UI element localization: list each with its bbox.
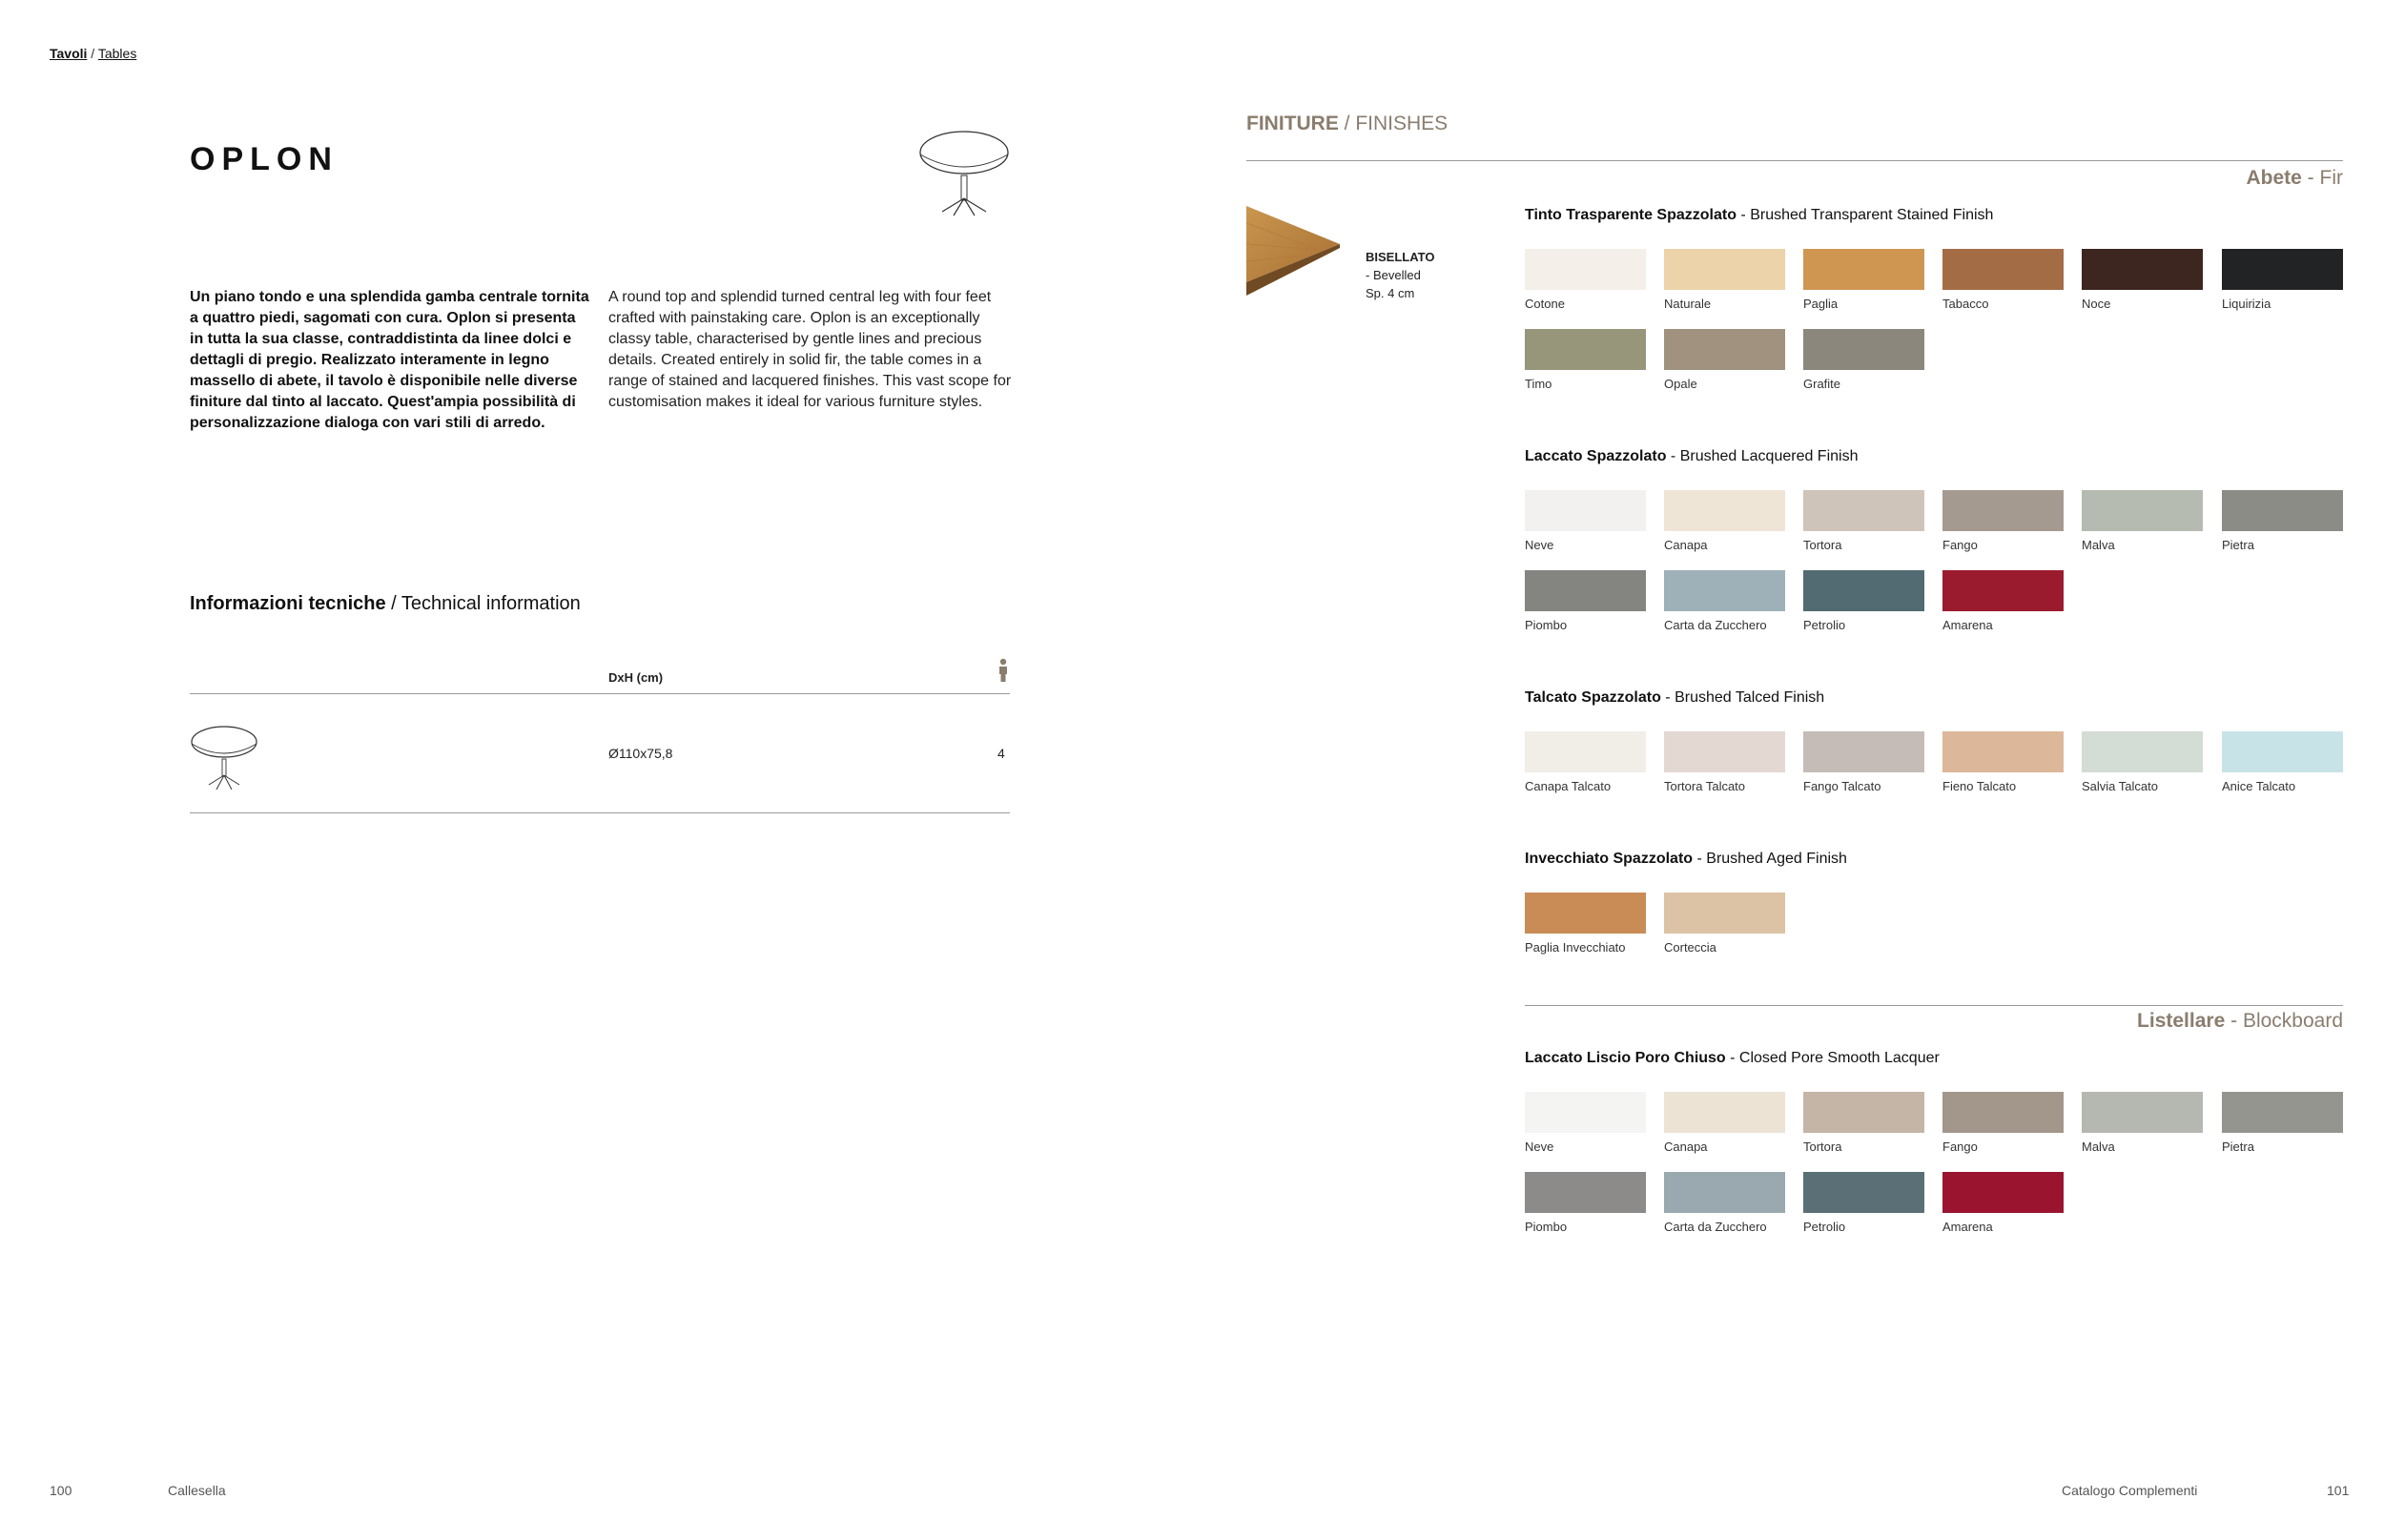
finish-swatch-label: Paglia Invecchiato bbox=[1525, 940, 1626, 955]
finishes-title bbox=[1246, 113, 1448, 135]
finish-swatch bbox=[1664, 329, 1785, 370]
finish-swatch bbox=[1664, 731, 1785, 772]
finishes-divider bbox=[1246, 160, 2343, 161]
finish-swatch bbox=[1525, 731, 1646, 772]
finish-group-title-it: Laccato Liscio Poro Chiuso bbox=[1525, 1050, 1726, 1066]
bevelled-edge-sample-image bbox=[1246, 206, 1342, 298]
finish-swatch-label: Naturale bbox=[1664, 297, 1712, 311]
finish-group-title bbox=[1525, 448, 1858, 465]
description-italian: Un piano tondo e una splendida gamba centrale tornita a quattro piedi, sagomati con cura. Oplon si presenta in tutta la sua classe, contraddistinta da linee dolci e dettagli di pregio. Realizzato interamente in legno massello di abete, il tavolo è disponibile nelle diverse finiture dal tinto al laccato. Quest'ampia possibilità di personalizzazione dialoga con vari stili di arredo. bbox=[190, 289, 589, 431]
finish-swatch-label: Anice Talcato bbox=[2222, 779, 2296, 793]
finish-swatch-label: Petrolio bbox=[1803, 618, 1846, 632]
wood-type-it: Abete bbox=[2246, 167, 2302, 189]
finish-swatch-label: Piombo bbox=[1525, 1220, 1568, 1234]
finish-swatch bbox=[1525, 1172, 1646, 1213]
finish-swatch bbox=[1803, 249, 1924, 290]
finish-swatch bbox=[1942, 1172, 2064, 1213]
finish-group-title-it: Laccato Spazzolato bbox=[1525, 448, 1667, 464]
finish-swatch-label: Tortora bbox=[1803, 538, 1842, 552]
finish-swatch bbox=[1664, 893, 1785, 934]
finish-swatch-label: Canapa bbox=[1664, 1140, 1708, 1154]
table-cell-dimension: Ø110x75,8 bbox=[608, 746, 673, 761]
technical-info-title-it: Informazioni tecniche bbox=[190, 593, 386, 614]
finish-swatch bbox=[2222, 731, 2343, 772]
breadcrumb-separator: / bbox=[87, 46, 98, 61]
finish-swatch bbox=[1803, 1092, 1924, 1133]
footer-brand: Callesella bbox=[168, 1483, 226, 1498]
finish-swatch bbox=[1525, 1092, 1646, 1133]
finishes-title-en: FINISHES bbox=[1355, 113, 1449, 134]
finish-swatch-label: Pietra bbox=[2222, 1140, 2254, 1154]
footer-catalog-name: Catalogo Complementi bbox=[2062, 1483, 2198, 1498]
finish-group-title-en: Closed Pore Smooth Lacquer bbox=[1738, 1050, 1940, 1066]
finish-group-title bbox=[1525, 1050, 1940, 1067]
finish-swatch-label: Carta da Zucchero bbox=[1664, 618, 1767, 632]
finish-swatch bbox=[1664, 1172, 1785, 1213]
finish-group-title-en: Brushed Talced Finish bbox=[1675, 689, 1825, 706]
finish-swatch-label: Pietra bbox=[2222, 538, 2254, 552]
page-number-left: 100 bbox=[50, 1483, 72, 1498]
finish-swatch bbox=[1664, 249, 1785, 290]
finish-swatch-label: Piombo bbox=[1525, 618, 1568, 632]
finish-swatch bbox=[1525, 249, 1646, 290]
finish-swatch-label: Fango bbox=[1942, 1140, 1978, 1154]
description-english: A round top and splendid turned central leg with four feet crafted with painstaking care. Oplon is an exceptionally classy table, characterised by gentle lines and precious details. Created entirely in solid fir, the table comes in a range of stained and lacquered finishes. This vast scope for customisation makes it ideal for various furniture styles. bbox=[608, 289, 1012, 410]
finish-swatch bbox=[1525, 893, 1646, 934]
finish-swatch-label: Salvia Talcato bbox=[2082, 779, 2158, 793]
finishes-title-it: FINITURE bbox=[1246, 113, 1339, 134]
finish-swatch bbox=[2082, 1092, 2203, 1133]
finish-swatch-label: Amarena bbox=[1942, 618, 1993, 632]
finish-swatch-label: Malva bbox=[2082, 1140, 2115, 1154]
wood-type-it: Listellare bbox=[2137, 1010, 2226, 1032]
finish-group-title-separator: - bbox=[1736, 207, 1751, 223]
round-table-icon bbox=[914, 126, 1015, 217]
wood-type-en: Fir bbox=[2319, 167, 2343, 189]
finish-swatch bbox=[2222, 490, 2343, 531]
finish-swatch bbox=[1942, 490, 2064, 531]
finish-swatch-label: Canapa Talcato bbox=[1525, 779, 1612, 793]
finish-swatch bbox=[2082, 731, 2203, 772]
finish-group-title-en: Brushed Transparent Stained Finish bbox=[1750, 207, 1994, 223]
finish-swatch bbox=[1803, 490, 1924, 531]
finish-swatch-label: Amarena bbox=[1942, 1220, 1993, 1234]
breadcrumb-link-tables[interactable]: Tables bbox=[97, 46, 137, 61]
finish-group-title-it: Invecchiato Spazzolato bbox=[1525, 851, 1694, 867]
finish-swatch bbox=[1664, 1092, 1785, 1133]
finish-swatch-label: Neve bbox=[1525, 1140, 1554, 1154]
finish-swatch bbox=[1942, 570, 2064, 611]
finish-group-title-separator: - bbox=[1693, 851, 1707, 867]
finish-swatch bbox=[1525, 329, 1646, 370]
finish-swatch-label: Fieno Talcato bbox=[1942, 779, 2017, 793]
finish-swatch bbox=[1942, 1092, 2064, 1133]
finish-swatch bbox=[1803, 329, 1924, 370]
finish-swatch bbox=[1942, 731, 2064, 772]
finish-swatch-label: Cotone bbox=[1525, 297, 1565, 311]
finish-swatch bbox=[2222, 1092, 2343, 1133]
finish-swatch bbox=[1664, 490, 1785, 531]
blockboard-divider bbox=[1525, 1005, 2343, 1006]
finish-group-title bbox=[1525, 851, 1847, 868]
wood-type-separator: - bbox=[2301, 167, 2320, 189]
finish-group-title bbox=[1525, 689, 1824, 707]
technical-info-separator: / bbox=[385, 593, 401, 614]
finish-group-title-it: Talcato Spazzolato bbox=[1525, 689, 1661, 706]
edge-thickness: Sp. 4 cm bbox=[1366, 286, 1415, 300]
finish-swatch bbox=[1803, 1172, 1924, 1213]
finish-swatch-label: Timo bbox=[1525, 377, 1552, 391]
finish-swatch-label: Grafite bbox=[1803, 377, 1841, 391]
round-table-icon bbox=[190, 723, 258, 791]
page-number-right: 101 bbox=[2327, 1483, 2350, 1498]
person-icon bbox=[997, 658, 1009, 683]
finish-swatch-label: Corteccia bbox=[1664, 940, 1716, 955]
finish-group-title-separator: - bbox=[1666, 448, 1680, 464]
finish-swatch-label: Liquirizia bbox=[2222, 297, 2271, 311]
breadcrumb-link-tavoli[interactable]: Tavoli bbox=[50, 46, 88, 61]
finish-swatch-label: Fango bbox=[1942, 538, 1978, 552]
finish-group-title-en: Brushed Aged Finish bbox=[1706, 851, 1847, 867]
table-cell-seats: 4 bbox=[997, 746, 1005, 761]
finish-swatch-label: Tortora bbox=[1803, 1140, 1842, 1154]
finish-swatch bbox=[2082, 249, 2203, 290]
finish-swatch bbox=[1525, 570, 1646, 611]
finish-swatch-label: Malva bbox=[2082, 538, 2115, 552]
edge-info bbox=[1366, 248, 1434, 302]
table-bottom-divider bbox=[190, 812, 1010, 813]
wood-type-separator: - bbox=[2225, 1010, 2243, 1032]
finish-swatch-label: Fango Talcato bbox=[1803, 779, 1881, 793]
edge-subtitle: - Bevelled bbox=[1366, 268, 1421, 282]
finish-swatch-label: Paglia bbox=[1803, 297, 1839, 311]
wood-type-label-fir bbox=[2246, 167, 2343, 190]
wood-type-label-blockboard bbox=[2137, 1010, 2343, 1033]
finish-swatch-label: Carta da Zucchero bbox=[1664, 1220, 1767, 1234]
finish-group-title bbox=[1525, 207, 1993, 224]
finish-swatch-label: Noce bbox=[2082, 297, 2111, 311]
finish-swatch bbox=[1803, 731, 1924, 772]
technical-info-title-en: Technical information bbox=[401, 593, 581, 614]
finish-swatch bbox=[1664, 570, 1785, 611]
finish-swatch-label: Tabacco bbox=[1942, 297, 1989, 311]
column-header-dimension: DxH (cm) bbox=[608, 670, 664, 685]
wood-type-en: Blockboard bbox=[2242, 1010, 2343, 1032]
product-title: OPLON bbox=[190, 141, 339, 177]
finish-swatch-label: Tortora Talcato bbox=[1664, 779, 1746, 793]
table-header-divider bbox=[190, 693, 1010, 694]
breadcrumb bbox=[50, 46, 136, 61]
finish-swatch bbox=[1525, 490, 1646, 531]
table-row bbox=[190, 706, 1010, 811]
finish-group-title-it: Tinto Trasparente Spazzolato bbox=[1525, 207, 1737, 223]
technical-info-title bbox=[190, 593, 581, 615]
finish-swatch-label: Opale bbox=[1664, 377, 1697, 391]
finish-swatch bbox=[1803, 570, 1924, 611]
finish-group-title-separator: - bbox=[1725, 1050, 1739, 1066]
finish-swatch-label: Petrolio bbox=[1803, 1220, 1846, 1234]
finish-swatch bbox=[2082, 490, 2203, 531]
finish-swatch bbox=[2222, 249, 2343, 290]
finish-swatch bbox=[1942, 249, 2064, 290]
finish-swatch-label: Canapa bbox=[1664, 538, 1708, 552]
finish-group-title-separator: - bbox=[1660, 689, 1675, 706]
finish-group-title-en: Brushed Lacquered Finish bbox=[1679, 448, 1859, 464]
finish-swatch-label: Neve bbox=[1525, 538, 1554, 552]
finishes-title-separator: / bbox=[1338, 113, 1356, 134]
edge-name: BISELLATO bbox=[1366, 250, 1435, 264]
